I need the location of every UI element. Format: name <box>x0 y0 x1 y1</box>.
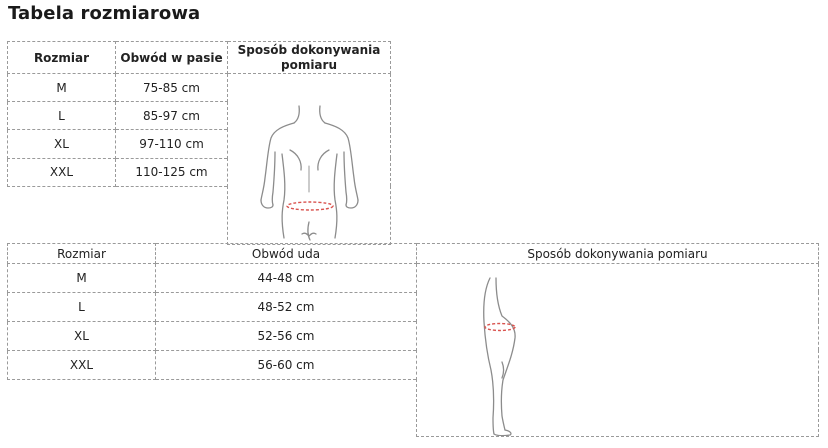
waist-value-cell: 110-125 cm <box>116 158 228 186</box>
table-header-row <box>8 42 391 74</box>
page-title: Tabela rozmiarowa <box>8 3 201 24</box>
size-cell: XXL <box>8 350 156 379</box>
size-cell: XXL <box>8 158 116 186</box>
size-cell: L <box>8 102 116 130</box>
leg-thigh-measurement-icon <box>417 264 818 436</box>
thigh-size-table <box>7 243 819 437</box>
waist-value-cell: 97-110 cm <box>116 130 228 158</box>
size-cell: M <box>8 264 156 293</box>
thigh-value-cell: 44-48 cm <box>156 264 417 293</box>
table-row <box>8 74 391 102</box>
header-measurement-method: Sposób dokonywania pomiaru <box>417 244 819 264</box>
header-size: Rozmiar <box>8 42 116 74</box>
thigh-measurement-illustration-cell <box>417 264 819 437</box>
size-cell: L <box>8 292 156 321</box>
thigh-value-cell: 56-60 cm <box>156 350 417 379</box>
header-size: Rozmiar <box>8 244 156 264</box>
thigh-value-cell: 48-52 cm <box>156 292 417 321</box>
torso-waist-measurement-icon <box>228 74 390 244</box>
empty-spacer <box>8 379 417 436</box>
waist-value-cell: 75-85 cm <box>116 74 228 102</box>
header-thigh-circumference: Obwód uda <box>156 244 417 264</box>
table-row <box>8 264 819 293</box>
empty-spacer <box>8 186 228 244</box>
waist-value-cell: 85-97 cm <box>116 102 228 130</box>
table-header-row <box>8 244 819 264</box>
waist-size-table <box>7 41 391 245</box>
thigh-value-cell: 52-56 cm <box>156 321 417 350</box>
size-cell: XL <box>8 321 156 350</box>
size-cell: XL <box>8 130 116 158</box>
header-waist-circumference: Obwód w pasie <box>116 42 228 74</box>
size-cell: M <box>8 74 116 102</box>
header-measurement-method: Sposób dokonywania pomiaru <box>228 42 391 74</box>
waist-measurement-illustration-cell <box>228 74 391 245</box>
